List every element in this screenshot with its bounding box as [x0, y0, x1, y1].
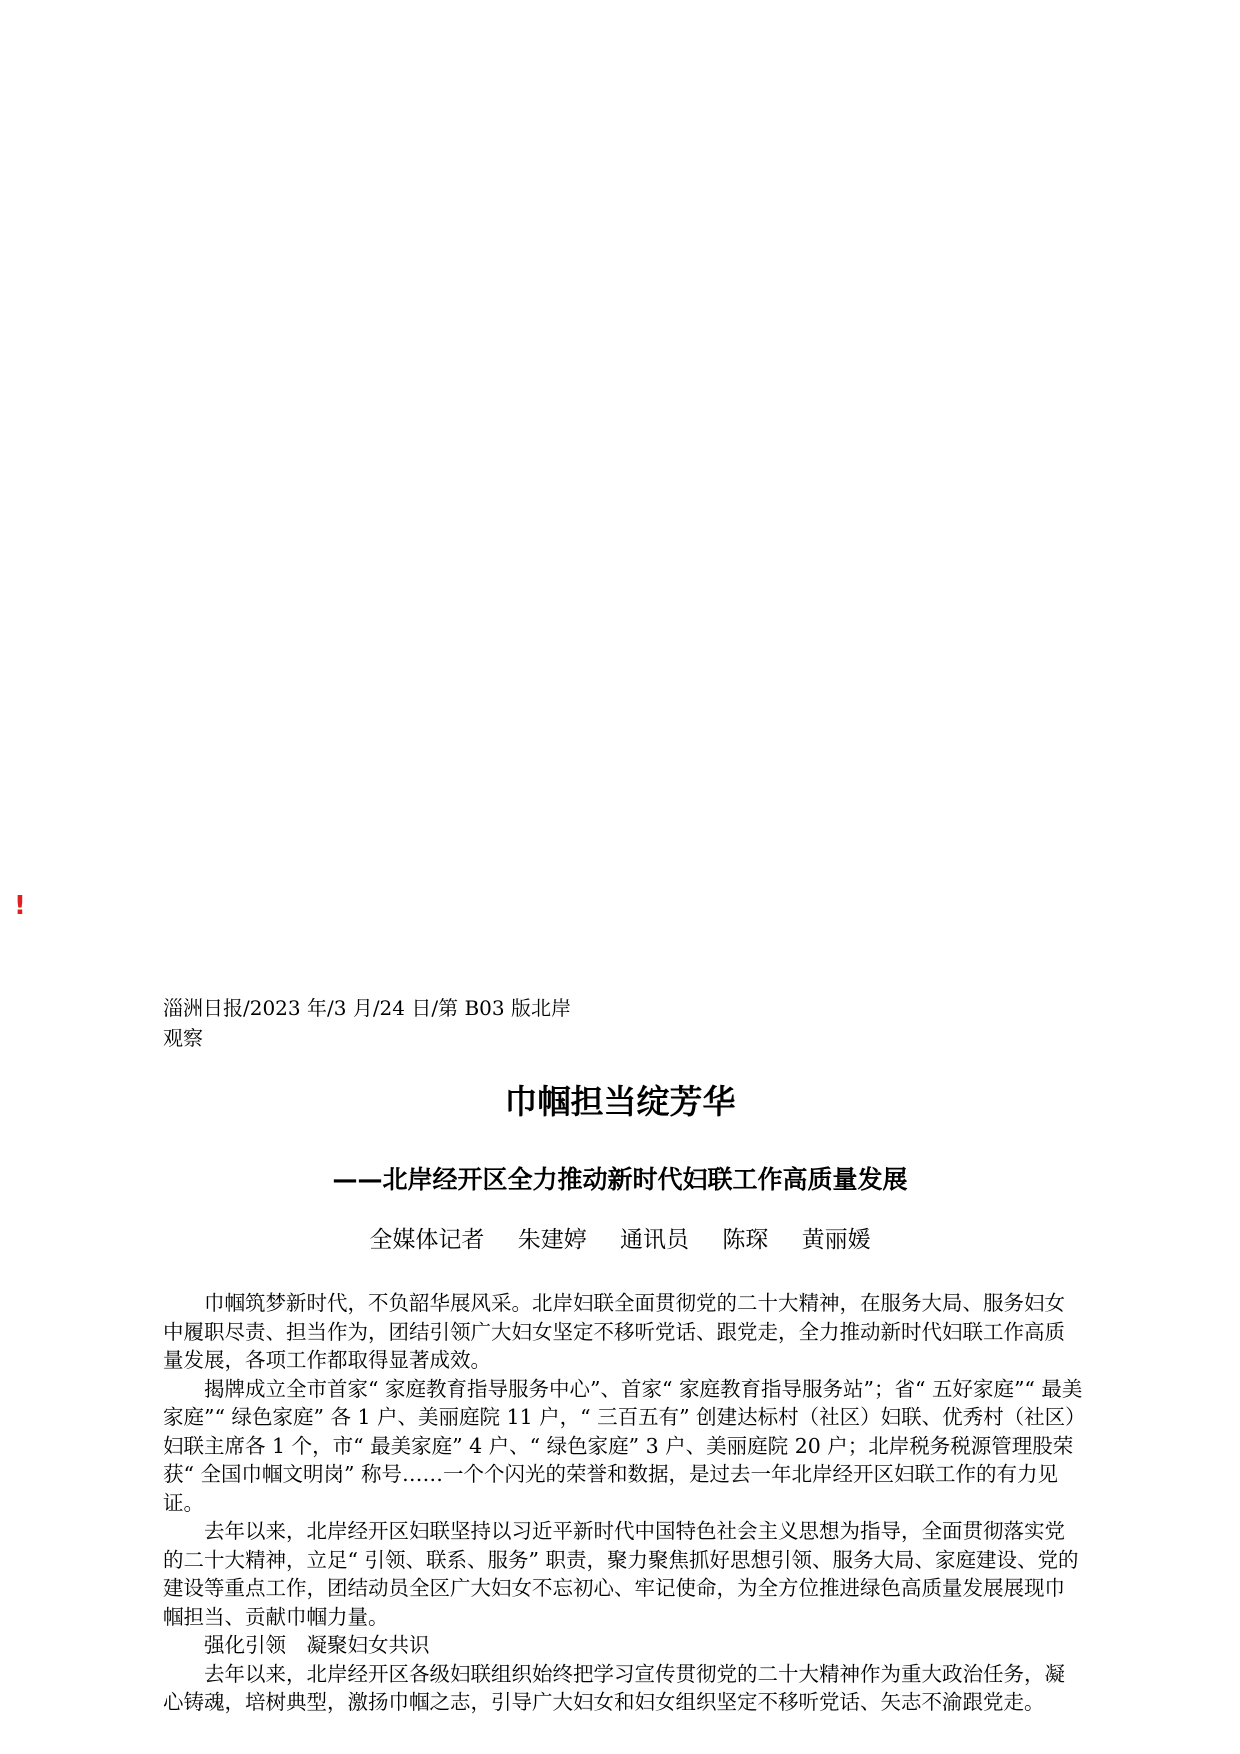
byline-name-correspondent-1: 陈琛 — [722, 1227, 769, 1253]
paragraph: 揭牌成立全市首家“ 家庭教育指导服务中心”、首家“ 家庭教育指导服务站”；省“ 五好家庭”“ 最美家庭”“ 绿色家庭” 各 1 户、美丽庭院 11 户，“ 三百五有” 创建达标村（社区）妇联、优秀村（社区）妇联主席各 1 个，市“ 最美家庭” 4 户、“ 绿色家庭” 3 户、美丽庭院 20 户；北岸税务税源管理股荣获“ 全国巾帼文明岗” 称号……一个个闪光的荣誉和数据，是过去一年北岸经开区妇联工作的有力见证。 — [163, 1376, 1083, 1515]
section-heading: 强化引领 凝聚妇女共识 — [204, 1633, 430, 1657]
exclamation-marker: ! — [14, 891, 26, 921]
byline-role-correspondent: 通讯员 — [620, 1227, 689, 1253]
article-subtitle: ——北岸经开区全力推动新时代妇联工作高质量发展 — [332, 1165, 908, 1194]
source-line: 淄洲日报/2023 年/3 月/24 日/第 B03 版北岸观察 — [163, 996, 571, 1050]
paragraph: 巾帼筑梦新时代，不负韶华展风采。北岸妇联全面贯彻党的二十大精神，在服务大局、服务妇女中履职尽责、担当作为，团结引领广大妇女坚定不移听党话、跟党走，全力推动新时代妇联工作高质量发展，各项工作都取得显著成效。 — [163, 1291, 1065, 1372]
byline — [0, 1222, 1240, 1258]
article-body — [163, 1289, 1083, 1717]
article-title: 巾帼担当绽芳华 — [504, 1082, 736, 1121]
byline-name-correspondent-2: 黄丽媛 — [801, 1227, 871, 1253]
paragraph: 去年以来，北岸经开区妇联坚持以习近平新时代中国特色社会主义思想为指导，全面贯彻落实党的二十大精神，立足“ 引领、联系、服务” 职责，聚力聚焦抓好思想引领、服务大局、家庭建设、党的建设等重点工作，团结动员全区广大妇女不忘初心、牢记使命，为全方位推进绿色高质量发展展现巾帼担当、贡献巾帼力量。 — [163, 1519, 1079, 1629]
paragraph: 去年以来，北岸经开区各级妇联组织始终把学习宣传贯彻党的二十大精神作为重大政治任务，凝心铸魂，培树典型，激扬巾帼之志，引导广大妇女和妇女组织坚定不移听党话、矢志不渝跟党走。 — [163, 1661, 1065, 1714]
byline-role-reporter: 全媒体记者 — [369, 1227, 485, 1253]
byline-name-reporter: 朱建婷 — [517, 1227, 587, 1253]
